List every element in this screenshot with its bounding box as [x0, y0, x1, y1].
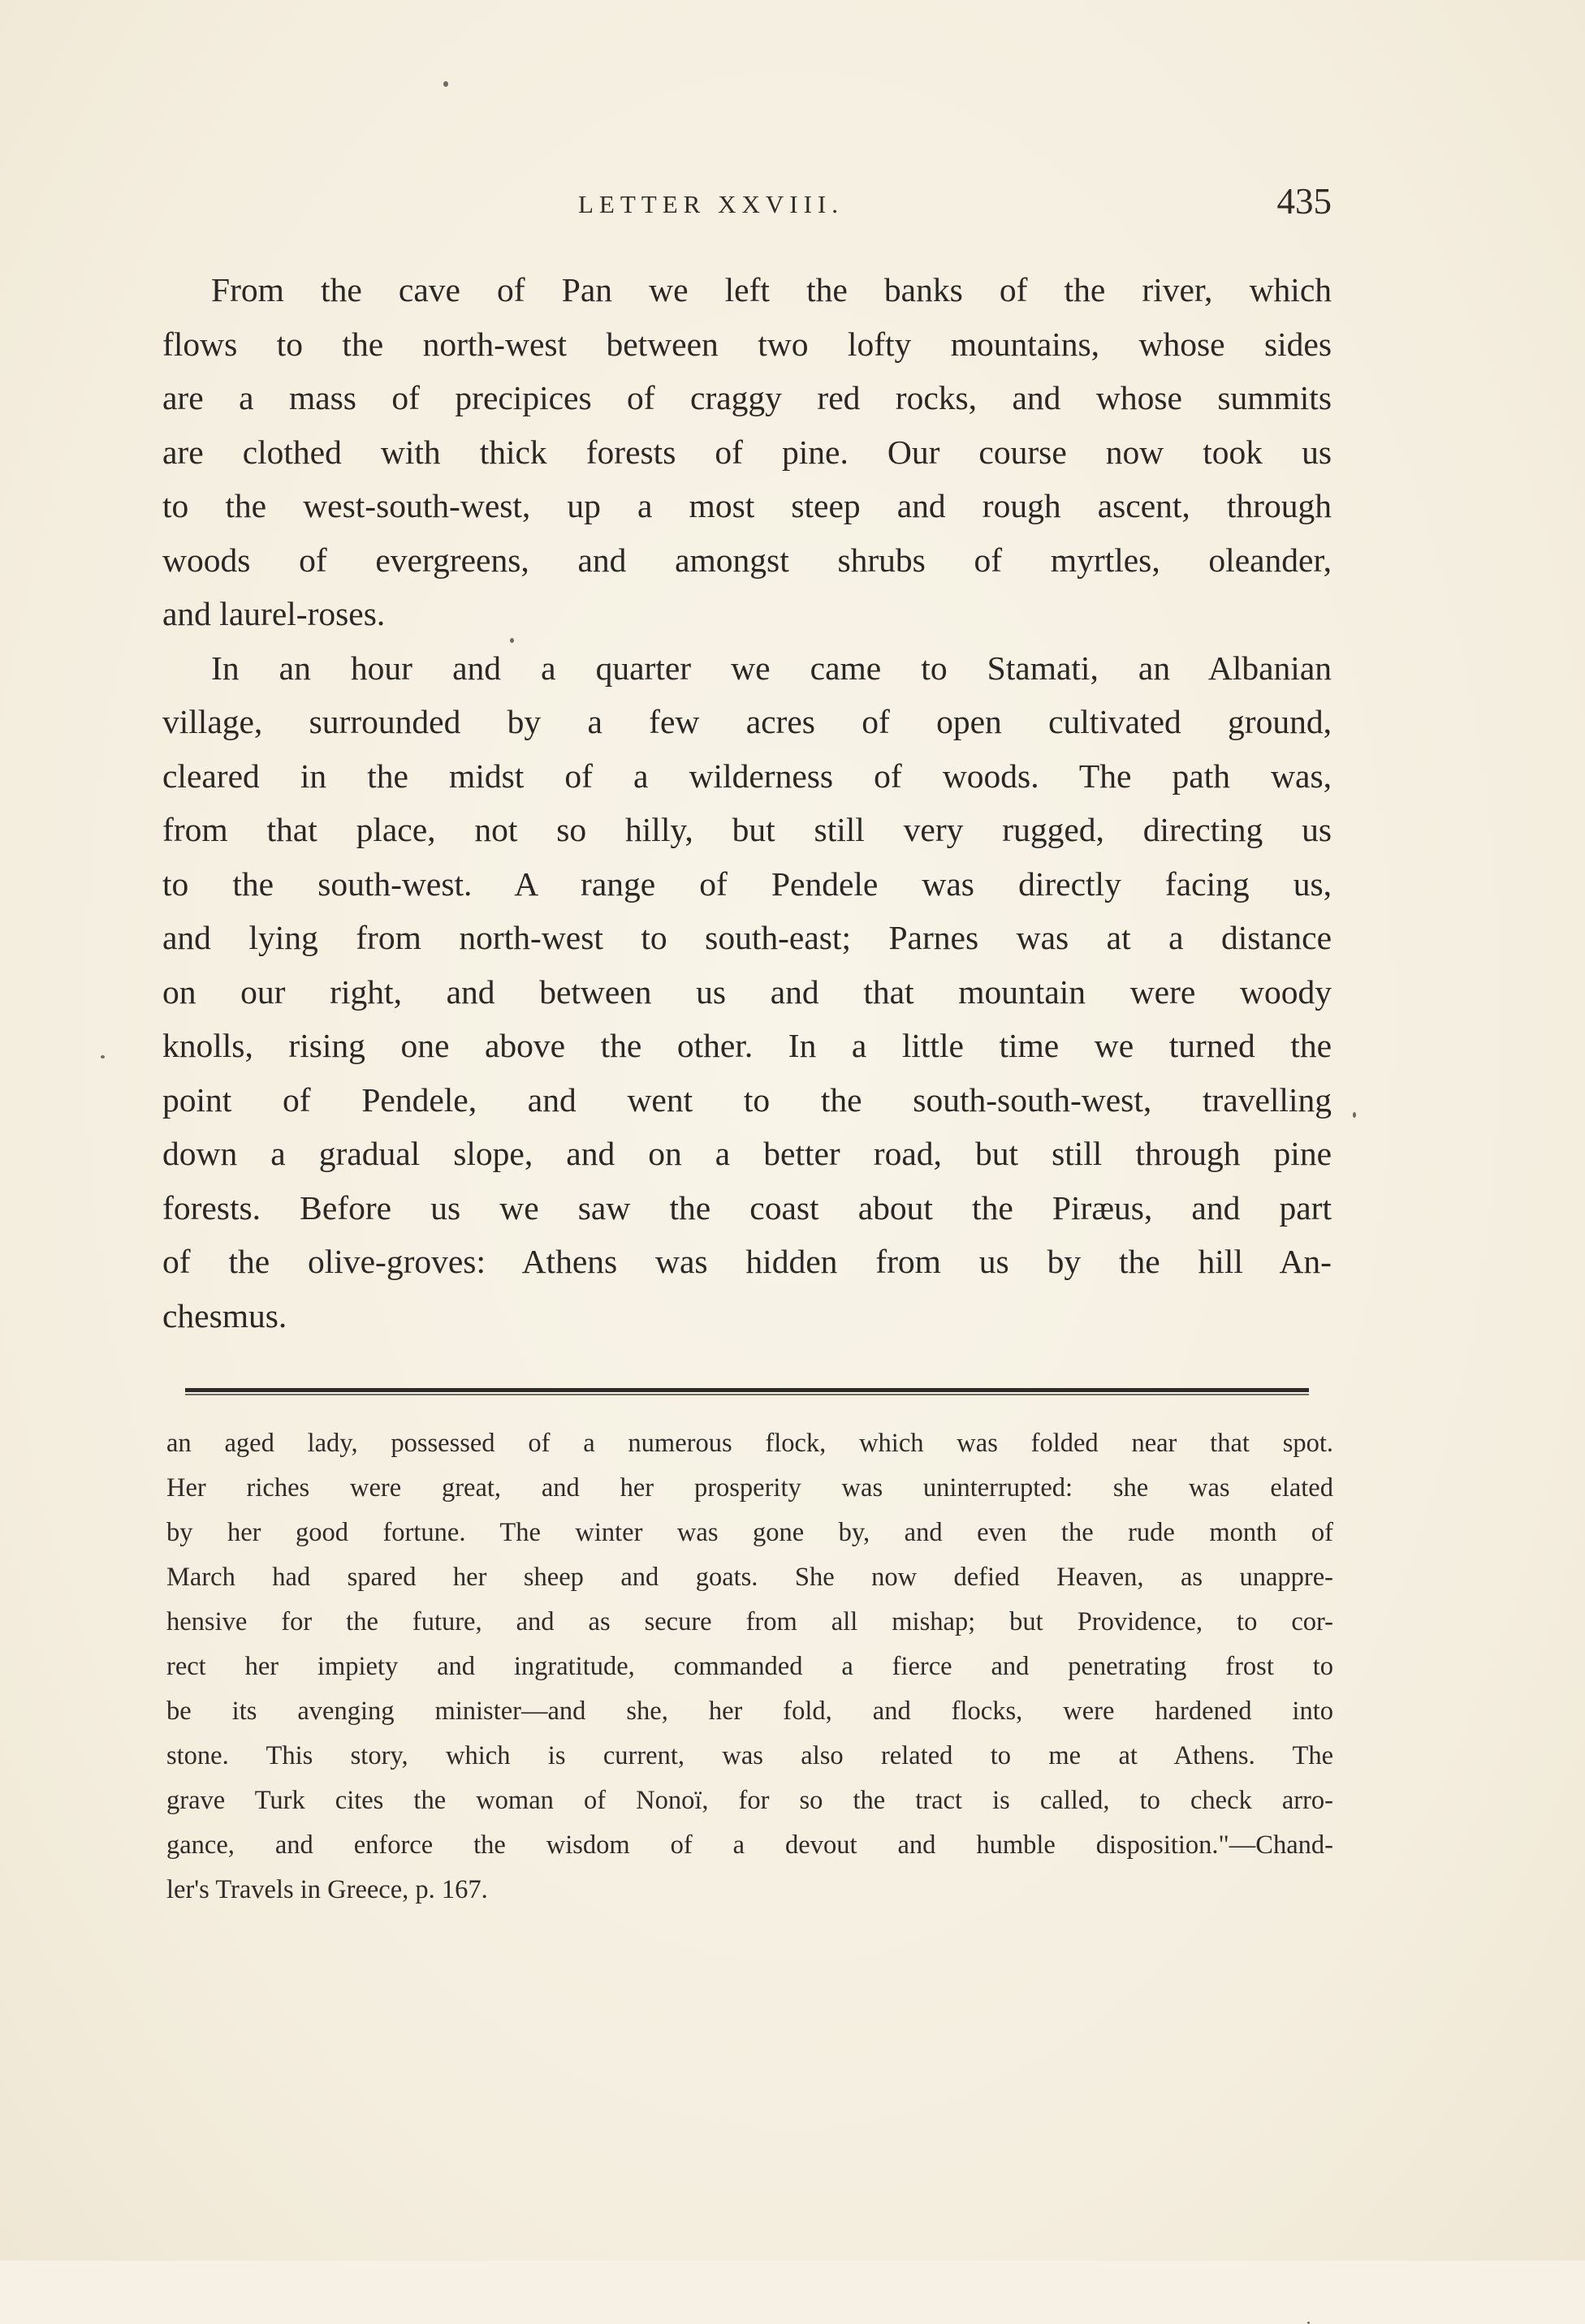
footnote-line: ler's Travels in Greece, p. 167. [166, 1875, 488, 1904]
text-line: forests. Before us we saw the coast about the Piræus, and part [162, 1188, 1332, 1227]
text-line: are a mass of precipices of craggy red rocks, and whose summits [162, 379, 1332, 416]
footnote-line: Her riches were great, and her prosperity was uninterrupted: she was elated [166, 1473, 1333, 1503]
footnote-line: March had spared her sheep and goats. She now defied Heaven, as unappre- [166, 1563, 1333, 1592]
paper-speck [101, 1055, 105, 1059]
footnote-rule [185, 1388, 1309, 1392]
text-line: and lying from north-west to south-east; Parnes was at a distance [162, 919, 1332, 956]
footnote-line: stone. This story, which is current, was also related to me at Athens. The [166, 1741, 1333, 1770]
text-line: to the south-west. A range of Pendele was directly facing us, [162, 864, 1332, 903]
text-line: of the olive-groves: Athens was hidden from us by the hill An- [162, 1243, 1332, 1280]
text-line: from that place, not so hilly, but still very rugged, directing us [162, 811, 1332, 848]
paragraph-1 [162, 263, 1332, 641]
page-header [162, 181, 1332, 234]
text-line: and laurel-roses. [162, 595, 386, 632]
text-line: flows to the north-west between two lofty mountains, whose sides [162, 325, 1332, 363]
text-line: to the west-south-west, up a most steep and rough ascent, through [162, 487, 1332, 524]
text-line: down a gradual slope, and on a better road, but still through pine [162, 1135, 1332, 1172]
paragraph-2 [162, 641, 1332, 1343]
footnote-line: be its avenging minister—and she, her fold, and flocks, were hardened into [166, 1697, 1333, 1726]
footnote-line: by her good fortune. The winter was gone by, and even the rude month of [166, 1518, 1333, 1547]
paper-speck [1353, 1112, 1356, 1118]
text-line: In an hour and a quarter we came to Stamati, an Albanian [211, 649, 1332, 687]
footnote-line: an aged lady, possessed of a numerous flock, which was folded near that spot. [166, 1429, 1333, 1458]
footnote-line: rect her impiety and ingratitude, commanded a fierce and penetrating frost to [166, 1652, 1333, 1681]
page-number: 435 [1276, 181, 1332, 222]
text-line: on our right, and between us and that mountain were woody [162, 972, 1332, 1011]
text-line: cleared in the midst of a wilderness of woods. The path was, [162, 757, 1332, 795]
footnote [166, 1421, 1333, 1912]
text-line: chesmus. [162, 1296, 287, 1334]
text-line: are clothed with thick forests of pine. Our course now took us [162, 433, 1332, 471]
paper-speck [443, 81, 448, 87]
footnote-line: gance, and enforce the wisdom of a devout and humble disposition."—Chand- [166, 1830, 1333, 1860]
footnote-line: grave Turk cites the woman of Nonoï, for so the tract is called, to check arro- [166, 1786, 1333, 1815]
text-line: From the cave of Pan we left the banks of the river, which [211, 271, 1332, 308]
running-head: LETTER XXVIII. [578, 190, 844, 218]
text-line: woods of evergreens, and amongst shrubs of myrtles, oleander, [162, 541, 1332, 579]
footnote-line: hensive for the future, and as secure from all mishap; but Providence, to cor- [166, 1607, 1333, 1636]
text-line: point of Pendele, and went to the south-south-west, travelling [162, 1080, 1332, 1119]
text-line: village, surrounded by a few acres of open cultivated ground, [162, 703, 1332, 740]
main-text [162, 263, 1332, 1343]
text-line: knolls, rising one above the other. In a little time we turned the [162, 1027, 1332, 1064]
